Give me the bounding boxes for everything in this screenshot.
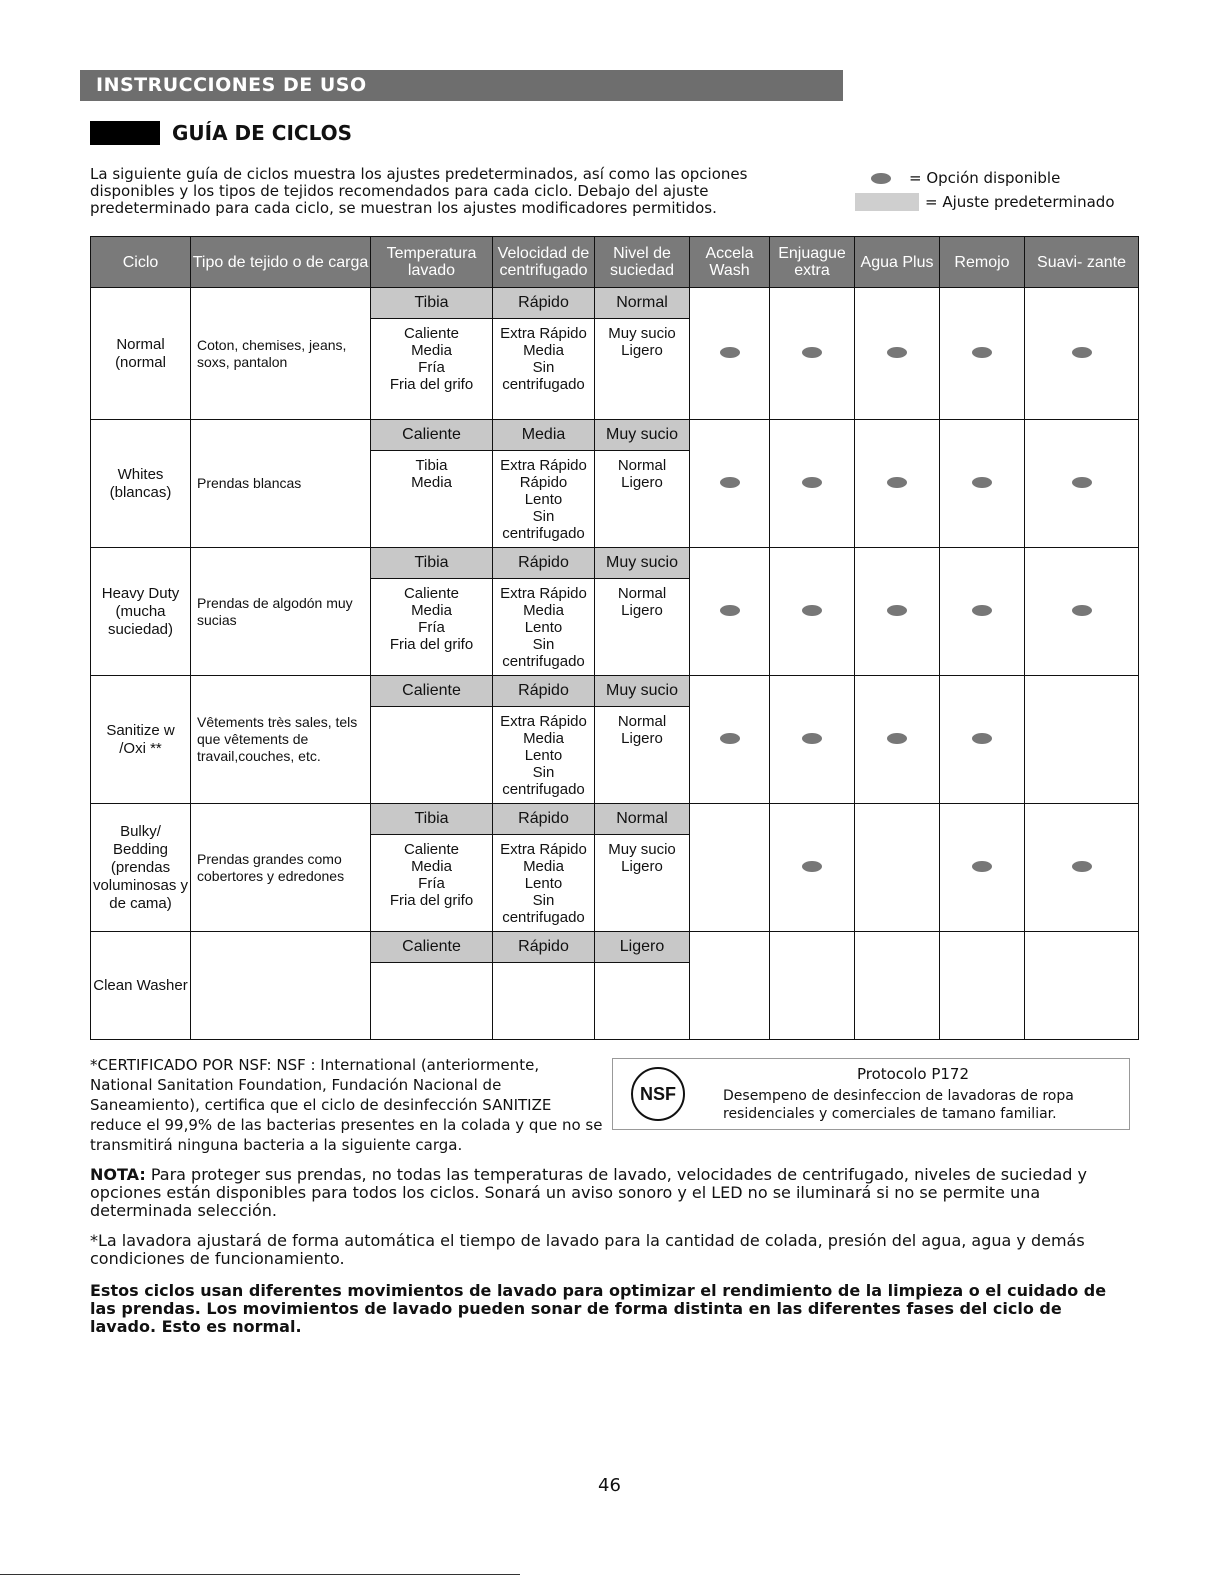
legend-available	[855, 166, 1155, 190]
page-number: 46	[598, 1475, 621, 1496]
option-dot-icon	[972, 861, 992, 872]
spin-speed-options	[493, 963, 594, 973]
temperature-cell	[371, 288, 493, 420]
soil-level-option: Ligero	[621, 730, 663, 747]
soil-level-cell	[595, 548, 690, 676]
table-row	[91, 804, 1139, 932]
option-dot-icon	[720, 347, 740, 358]
nota-paragraph	[90, 1166, 1130, 1220]
soil-level-options	[595, 579, 689, 623]
option-cell	[770, 932, 855, 1040]
option-cell	[940, 288, 1025, 420]
page-banner: INSTRUCCIONES DE USO	[80, 70, 843, 101]
spin-speed-default: Rápido	[493, 288, 594, 319]
option-cell	[940, 548, 1025, 676]
cycle-name: Sanitize w /Oxi **	[91, 676, 191, 804]
spin-speed-default: Rápido	[493, 804, 594, 835]
soil-level-default: Ligero	[595, 932, 689, 963]
option-dot-icon	[1072, 477, 1092, 488]
temperature-default: Caliente	[371, 932, 492, 963]
option-cell	[770, 548, 855, 676]
table-row	[91, 288, 1139, 420]
option-dot-icon	[720, 733, 740, 744]
spin-speed-option: Lento	[524, 875, 563, 892]
spin-speed-option: Media	[523, 730, 564, 747]
soil-level-options	[595, 451, 689, 495]
nsf-logo: NSF	[631, 1067, 685, 1121]
option-cell	[770, 420, 855, 548]
intro-paragraph: La siguiente guía de ciclos muestra los ajustes predeterminados, así como las opciones disponibles y los tipos de tejidos recomendados para cada ciclo. Debajo del ajuste predeterminado para cada ciclo, se muestran los ajustes modificadores permitidos.	[90, 165, 748, 217]
option-dot-icon	[1072, 605, 1092, 616]
option-cell	[855, 676, 940, 804]
nsf-protocol-title: Protocolo P172	[856, 1065, 970, 1083]
spin-speed-option: Media	[523, 602, 564, 619]
option-dot-icon	[887, 477, 907, 488]
spin-speed-option: Extra Rápido	[500, 457, 587, 474]
column-header: Temperatura lavado	[371, 237, 493, 288]
soil-level-option: Normal	[617, 457, 667, 474]
nsf-protocol-box	[612, 1058, 1130, 1130]
option-cell	[690, 420, 770, 548]
spin-speed-default: Rápido	[493, 548, 594, 579]
temperature-option: Media	[411, 858, 452, 875]
spin-speed-cell	[493, 804, 595, 932]
temperature-option: Fría	[418, 875, 445, 892]
option-dot-icon	[972, 733, 992, 744]
temperature-cell	[371, 932, 493, 1040]
spin-speed-default: Rápido	[493, 932, 594, 963]
option-dot-icon	[972, 477, 992, 488]
temperature-option: Fria del grifo	[389, 892, 474, 909]
option-cell	[690, 676, 770, 804]
spin-speed-option: Extra Rápido	[500, 325, 587, 342]
soil-level-option: Muy sucio	[608, 841, 676, 858]
temperature-option: Media	[411, 474, 452, 491]
option-cell	[855, 420, 940, 548]
soil-level-default: Muy sucio	[595, 548, 689, 579]
spin-speed-option: Rápido	[519, 474, 568, 491]
cycle-name: Normal (normal	[91, 288, 191, 420]
option-cell	[855, 932, 940, 1040]
spin-speed-option: Sin centrifugado	[502, 636, 585, 670]
column-header: Suavi- zante	[1025, 237, 1139, 288]
temperature-default: Tibia	[371, 548, 492, 579]
option-dot-icon	[802, 347, 822, 358]
option-dot-icon	[720, 605, 740, 616]
option-dot-icon	[871, 173, 891, 184]
option-dot-icon	[802, 605, 822, 616]
temperature-option: Fria del grifo	[389, 636, 474, 653]
soil-level-default: Muy sucio	[595, 420, 689, 451]
column-header: Agua Plus	[855, 237, 940, 288]
option-dot-icon	[720, 477, 740, 488]
spin-speed-options	[493, 835, 594, 930]
soil-level-option: Ligero	[621, 342, 663, 359]
section-marker	[90, 121, 160, 145]
spin-speed-options	[493, 319, 594, 397]
table-row	[91, 548, 1139, 676]
temperature-cell	[371, 548, 493, 676]
option-dot-icon	[802, 861, 822, 872]
spin-speed-option: Sin centrifugado	[502, 764, 585, 798]
cycle-name: Heavy Duty (mucha suciedad)	[91, 548, 191, 676]
soil-level-default: Normal	[595, 288, 689, 319]
temperature-option: Fría	[418, 619, 445, 636]
spin-speed-options	[493, 451, 594, 546]
temperature-option: Caliente	[403, 841, 460, 858]
spin-speed-option: Sin centrifugado	[502, 359, 585, 393]
temperature-options	[371, 579, 492, 657]
table-row	[91, 676, 1139, 804]
legend-default	[855, 190, 1155, 214]
option-cell	[1025, 932, 1139, 1040]
soil-level-option: Normal	[617, 585, 667, 602]
soil-level-options	[595, 319, 689, 363]
section-title-text: GUÍA DE CICLOS	[172, 121, 352, 145]
cycle-name: Whites (blancas)	[91, 420, 191, 548]
soil-level-option: Normal	[617, 713, 667, 730]
temperature-default: Tibia	[371, 804, 492, 835]
spin-speed-cell	[493, 288, 595, 420]
spin-speed-option: Media	[523, 342, 564, 359]
fabric-type: Prendas de algodón muy sucias	[191, 548, 371, 676]
cycle-guide-table	[90, 236, 1139, 1040]
temperature-options	[371, 451, 492, 495]
option-dot-icon	[972, 605, 992, 616]
column-header: Nivel de suciedad	[595, 237, 690, 288]
option-dot-icon	[887, 347, 907, 358]
option-dot-icon	[887, 733, 907, 744]
spin-speed-default: Media	[493, 420, 594, 451]
option-cell	[940, 804, 1025, 932]
option-cell	[940, 420, 1025, 548]
spin-speed-option: Extra Rápido	[500, 585, 587, 602]
column-header: Remojo	[940, 237, 1025, 288]
option-cell	[770, 288, 855, 420]
option-dot-icon	[1072, 861, 1092, 872]
temperature-option: Fría	[418, 359, 445, 376]
option-cell	[1025, 420, 1139, 548]
spin-speed-option: Extra Rápido	[500, 713, 587, 730]
fabric-type: Prendas blancas	[191, 420, 371, 548]
nsf-certification-text: *CERTIFICADO POR NSF: NSF : International (anteriormente, National Sanitation Foundation, Fundación Nacional de Saneamiento), certifica que el ciclo de desinfección SANITIZE reduce el 99,9% de las bacterias presentes en la colada y que no se transmitirá ninguna bacteria a la siguiente carga.	[90, 1056, 603, 1154]
soil-level-option: Ligero	[621, 474, 663, 491]
temperature-option: Media	[411, 602, 452, 619]
table-header-row	[91, 237, 1139, 288]
spin-speed-option: Extra Rápido	[500, 841, 587, 858]
nsf-protocol-desc: Desempeno de desinfeccion de lavadoras de ropa residenciales y comerciales de tamano familiar.	[723, 1088, 1074, 1122]
column-header: Velocidad de centrifugado	[493, 237, 595, 288]
nota-label: NOTA:	[90, 1165, 146, 1184]
spin-speed-default: Rápido	[493, 676, 594, 707]
fabric-type: Prendas grandes como cobertores y edredones	[191, 804, 371, 932]
default-swatch	[855, 193, 919, 211]
soil-level-options	[595, 707, 689, 751]
option-cell	[1025, 676, 1139, 804]
column-header: Accela Wash	[690, 237, 770, 288]
option-cell	[855, 548, 940, 676]
legend	[855, 166, 1155, 214]
option-cell	[690, 804, 770, 932]
fabric-type: Vêtements très sales, tels que vêtements de travail,couches, etc.	[191, 676, 371, 804]
temperature-default: Tibia	[371, 288, 492, 319]
temperature-options	[371, 835, 492, 913]
soil-level-option: Ligero	[621, 858, 663, 875]
temperature-default: Caliente	[371, 676, 492, 707]
soil-level-options	[595, 835, 689, 879]
soil-level-cell	[595, 676, 690, 804]
option-cell	[770, 804, 855, 932]
spin-speed-cell	[493, 548, 595, 676]
option-cell	[690, 548, 770, 676]
option-cell	[855, 804, 940, 932]
fabric-type	[191, 932, 371, 1040]
option-dot-icon	[802, 733, 822, 744]
column-header: Tipo de tejido o de carga	[191, 237, 371, 288]
section-title	[90, 118, 352, 148]
cycle-name: Clean Washer	[91, 932, 191, 1040]
option-cell	[1025, 288, 1139, 420]
soil-level-options	[595, 963, 689, 973]
soil-level-cell	[595, 804, 690, 932]
spin-speed-cell	[493, 932, 595, 1040]
option-cell	[855, 288, 940, 420]
bold-note: Estos ciclos usan diferentes movimientos de lavado para optimizar el rendimiento de la limpieza o el cuidado de las prendas. Los movimientos de lavado pueden sonar de forma distinta en las diferentes fases del ciclo de lavado. Esto es normal.	[90, 1281, 1107, 1336]
spin-speed-option: Sin centrifugado	[502, 892, 585, 926]
soil-level-option: Ligero	[621, 602, 663, 619]
temperature-option: Fria del grifo	[389, 376, 474, 393]
option-dot-icon	[972, 347, 992, 358]
temperature-options	[371, 319, 492, 397]
spin-speed-option: Media	[523, 858, 564, 875]
spin-speed-option: Lento	[524, 747, 563, 764]
temperature-cell	[371, 420, 493, 548]
option-dot-icon	[1072, 347, 1092, 358]
column-header: Ciclo	[91, 237, 191, 288]
soil-level-default: Muy sucio	[595, 676, 689, 707]
soil-level-cell	[595, 288, 690, 420]
soil-level-cell	[595, 420, 690, 548]
soil-level-default: Normal	[595, 804, 689, 835]
nota-text: Para proteger sus prendas, no todas las temperaturas de lavado, velocidades de centrifugado, niveles de suciedad y opciones están disponibles para todos los ciclos. Sonará un aviso sonoro y el LED no se iluminará si no se permite una determinada selección.	[90, 1165, 1088, 1220]
temperature-cell	[371, 676, 493, 804]
legend-default-text: = Ajuste predeterminado	[925, 193, 1115, 211]
option-cell	[770, 676, 855, 804]
temperature-option: Caliente	[403, 585, 460, 602]
option-cell	[1025, 804, 1139, 932]
temperature-options	[371, 707, 492, 717]
option-cell	[690, 932, 770, 1040]
option-cell	[690, 288, 770, 420]
footer-rule	[0, 1574, 520, 1575]
spin-speed-option: Lento	[524, 491, 563, 508]
spin-speed-cell	[493, 420, 595, 548]
table-row	[91, 420, 1139, 548]
temperature-option: Tibia	[415, 457, 448, 474]
spin-speed-cell	[493, 676, 595, 804]
temperature-option: Media	[411, 342, 452, 359]
spin-speed-option: Lento	[524, 619, 563, 636]
spin-speed-option: Sin centrifugado	[502, 508, 585, 542]
soil-level-cell	[595, 932, 690, 1040]
temperature-default: Caliente	[371, 420, 492, 451]
cycle-name: Bulky/ Bedding (prendas voluminosas y de cama)	[91, 804, 191, 932]
spin-speed-options	[493, 707, 594, 802]
spin-speed-options	[493, 579, 594, 674]
temperature-cell	[371, 804, 493, 932]
legend-available-text: = Opción disponible	[909, 169, 1061, 187]
option-dot-icon	[887, 605, 907, 616]
column-header: Enjuague extra	[770, 237, 855, 288]
option-dot-icon	[802, 477, 822, 488]
table-row	[91, 932, 1139, 1040]
soil-level-option: Muy sucio	[608, 325, 676, 342]
option-cell	[940, 932, 1025, 1040]
temperature-option: Caliente	[403, 325, 460, 342]
fabric-type: Coton, chemises, jeans, soxs, pantalon	[191, 288, 371, 420]
option-cell	[1025, 548, 1139, 676]
option-cell	[940, 676, 1025, 804]
auto-note: *La lavadora ajustará de forma automática el tiempo de lavado para la cantidad de colada, presión del agua, agua y demás condiciones de funcionamiento.	[90, 1231, 1085, 1268]
temperature-options	[371, 963, 492, 973]
